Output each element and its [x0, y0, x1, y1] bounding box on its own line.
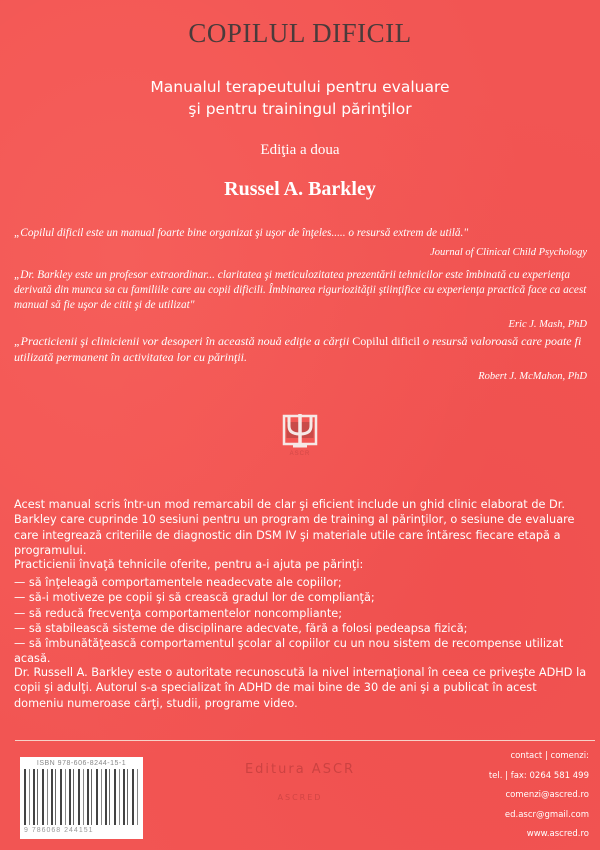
psi-book-icon [280, 410, 320, 450]
quote-attribution: Eric J. Mash, PhD [508, 319, 587, 330]
contact-block [489, 747, 589, 845]
book-title: COPILUL DIFICIL [188, 18, 412, 48]
quote-text [14, 333, 589, 365]
quote-attribution: Journal of Clinical Child Psychology [430, 247, 587, 258]
barcode-digits: 9 786068 244151 [24, 827, 94, 834]
logo-label: ASCR [289, 451, 311, 457]
review-quote-3 [14, 333, 589, 385]
book-subtitle [0, 76, 600, 120]
description-paragraph-2: Practicienii învaţă tehnicile oferite, pentru a-i ajuta pe părinţi: [14, 558, 364, 571]
barcode-bars-icon [24, 769, 139, 825]
quote-text: „Copilul dificil este un manual foarte bine organizat şi uşor de înţeles..... o resursă extrem de utilă." [14, 227, 469, 239]
list-item: — să reducă frecvenţa comportamentelor noncompliante; [14, 606, 589, 621]
contact-email-editorial[interactable]: ed.ascr@gmail.com [504, 809, 589, 820]
contact-phone: tel. | fax: 0264 581 499 [488, 770, 589, 781]
publisher-subname: ASCRED [277, 793, 323, 802]
edition-label: Ediţia a doua [260, 142, 340, 158]
footer-divider [15, 740, 595, 741]
quote-text-part: o resursă valoroasă care poate fi utilizată permanent în activitatea lor cu părinţii. [14, 334, 582, 364]
contact-website[interactable]: www.ascred.ro [526, 829, 589, 839]
contact-email-orders[interactable]: comenzi@ascred.ro [505, 790, 589, 800]
author-name: Russel A. Barkley [224, 178, 376, 200]
list-item: — să stabilească sisteme de disciplinare adecvate, fără a folosi pedeapsa fizică; [14, 621, 589, 636]
subtitle-line-1: Manualul terapeutului pentru evaluare [150, 78, 450, 96]
description-paragraph-1: Acest manual scris într-un mod remarcabil de clar şi eficient include un ghid clinic elaborat de Dr. Barkley care cuprinde 10 sesiuni pentru un program de training al părinţilor, o sesiune de evaluare care integrează criteriile de diagnostic din DSM IV şi materiale utile care întăresc fiecare etapă a programului. [14, 498, 575, 557]
isbn-barcode [20, 757, 143, 839]
quote-text-part: „Practicienii şi clinicienii vor desoperi în această nouă ediţie a cărţii [14, 334, 353, 348]
list-item: — să îmbunătăţească comportamentul şcolar al copiilor cu un nou sistem de recompense utilizat acasă. [14, 636, 589, 667]
quote-attribution: Robert J. McMahon, PhD [478, 371, 587, 382]
quote-book-reference: Copilul dificil [352, 334, 420, 348]
publisher-name: Editura ASCR [244, 762, 356, 777]
skills-list [14, 575, 589, 667]
review-quote-1 [14, 226, 589, 260]
contact-heading: contact | comenzi: [510, 751, 589, 761]
review-quote-2 [14, 268, 589, 332]
quote-text: „Dr. Barkley este un profesor extraordinar... claritatea şi meticulozitatea prezentării tehnicilor este îmbinată cu experienţa derivată din munca sa cu familiile care au copii dificili. Îmbinarea riguriozităţii ştiinţifice cu experienţa practică face ca acest manual să fie uşor de citit şi de utilizat" [14, 269, 587, 311]
list-item: — să-i motiveze pe copii şi să crească gradul lor de complianţă; [14, 590, 589, 605]
author-bio: Dr. Russell A. Barkley este o autoritate recunoscută la nivel internaţional în ceea ce priveşte ADHD la copii şi adulţi. Autorul s-a specializat în ADHD de mai bine de 30 de ani şi a publicat în acest domeniu numeroase cărţi, studii, programe video. [14, 666, 587, 710]
isbn-number: ISBN 978-606-8244-15-1 [36, 760, 127, 767]
list-item: — să înţeleagă comportamentele neadecvate ale copiilor; [14, 575, 589, 590]
subtitle-line-2: şi pentru trainingul părinţilor [188, 100, 412, 118]
